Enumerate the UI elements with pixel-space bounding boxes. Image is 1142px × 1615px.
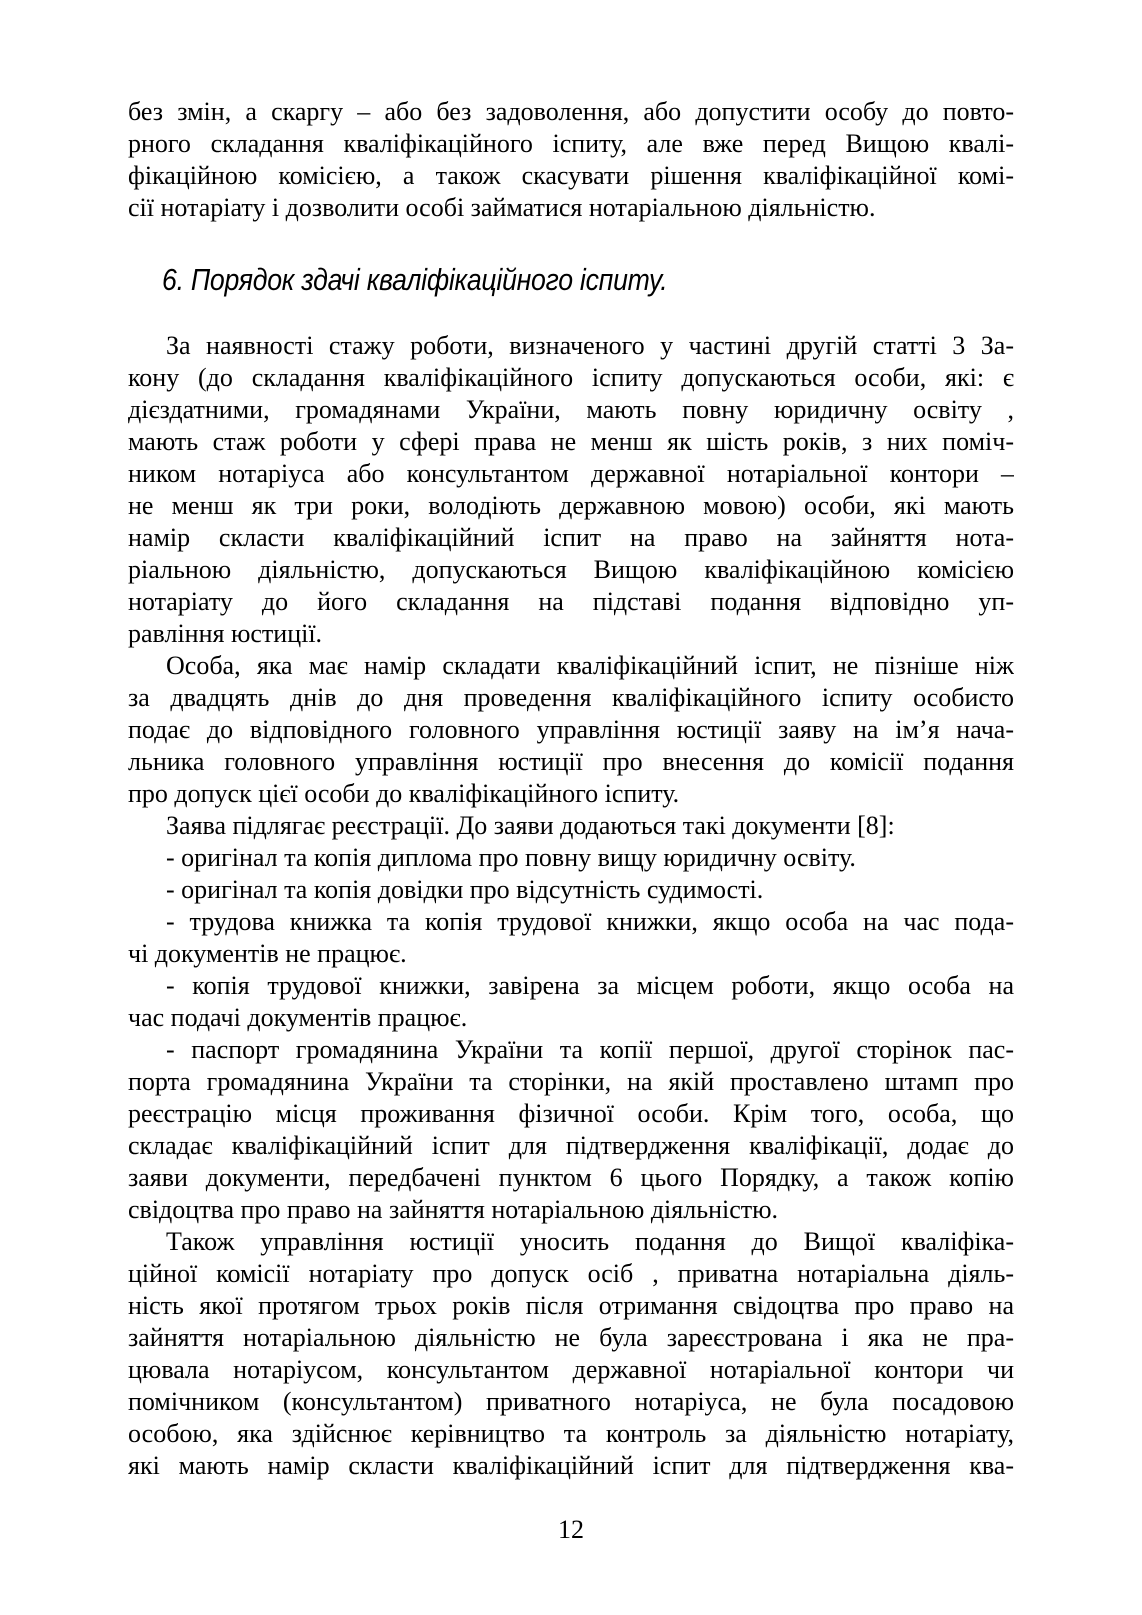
text-line: заяви документи, передбачені пунктом 6 цього Порядку, а також копію — [128, 1163, 1014, 1192]
paragraph — [128, 1226, 1014, 1482]
text-line: свідоцтва про право на зайняття нотаріальною діяльністю. — [128, 1195, 779, 1224]
paragraph — [128, 96, 1014, 224]
paragraph — [128, 842, 1014, 874]
text-line: зайняття нотаріальною діяльністю не була зареєстрована і яка не пра- — [128, 1323, 1014, 1352]
text-line: - паспорт громадянина України та копії першої, другої сторінок пас- — [166, 1035, 1014, 1064]
text-line: особою, яка здійснює керівництво та контроль за діяльністю нотаріату, — [128, 1419, 1014, 1448]
text-line: час подачі документів працює. — [128, 1003, 468, 1032]
section-heading-text: 6. Порядок здачі кваліфікаційного іспиту. — [162, 262, 668, 297]
text-line: Заява підлягає реєстрації. До заяви додаються такі документи [8]: — [166, 811, 895, 840]
text-line: Особа, яка має намір складати кваліфікаційний іспит, не пізніше ніж — [166, 651, 1014, 680]
page-number: 12 — [558, 1515, 584, 1544]
text-line: рного складання кваліфікаційного іспиту, але вже перед Вищою квалі- — [128, 129, 1014, 158]
text-line: сії нотаріату і дозволити особі займатися нотаріальною діяльністю. — [128, 193, 876, 222]
text-line: про допуск цієї особи до кваліфікаційного іспиту. — [128, 779, 680, 808]
text-line: реєстрацію місця проживання фізичної особи. Крім того, особа, що — [128, 1099, 1014, 1128]
text-line: - копія трудової книжки, завірена за місцем роботи, якщо особа на — [166, 971, 1014, 1000]
text-line: - оригінал та копія диплома про повну вищу юридичну освіту. — [166, 843, 856, 872]
text-line: намір скласти кваліфікаційний іспит на право на зайняття нота- — [128, 523, 1014, 552]
text-line: чі документів не працює. — [128, 939, 407, 968]
text-line: фікаційною комісією, а також скасувати рішення кваліфікаційної комі- — [128, 161, 1014, 190]
text-line: мають стаж роботи у сфері права не менш як шість років, з них поміч- — [128, 427, 1014, 456]
paragraph — [128, 650, 1014, 810]
paragraph — [128, 970, 1014, 1034]
text-line: - трудова книжка та копія трудової книжки, якщо особа на час пода- — [166, 907, 1014, 936]
text-line: льника головного управління юстиції про внесення до комісії подання — [128, 747, 1014, 776]
text-line: Також управління юстиції уносить подання до Вищої кваліфіка- — [166, 1227, 1014, 1256]
paragraph — [128, 874, 1014, 906]
intro-paragraph — [128, 96, 1014, 224]
text-line: кону (до складання кваліфікаційного іспиту допускаються особи, які: є — [128, 363, 1014, 392]
text-line: помічником (консультантом) приватного нотаріуса, не була посадовою — [128, 1387, 1014, 1416]
section-heading — [162, 262, 1014, 298]
text-line: За наявності стажу роботи, визначеного у частині другій статті 3 За- — [166, 331, 1014, 360]
text-line: дієздатними, громадянами України, мають повну юридичну освіту , — [128, 395, 1014, 424]
text-line: подає до відповідного головного управління юстиції заяву на ім’я нача- — [128, 715, 1014, 744]
page-body — [128, 96, 1014, 1482]
text-line: не менш як три роки, володіють державною мовою) особи, які мають — [128, 491, 1014, 520]
text-line: ріальною діяльністю, допускаються Вищою кваліфікаційною комісією — [128, 555, 1014, 584]
text-line: порта громадянина України та сторінки, на якій проставлено штамп про — [128, 1067, 1014, 1096]
paragraph — [128, 810, 1014, 842]
text-line: - оригінал та копія довідки про відсутність судимості. — [166, 875, 764, 904]
section-body — [128, 330, 1014, 1482]
text-line: ником нотаріуса або консультантом державної нотаріальної контори – — [128, 459, 1014, 488]
text-line: равління юстиції. — [128, 619, 323, 648]
text-line: які мають намір скласти кваліфікаційний іспит для підтвердження ква- — [128, 1451, 1014, 1480]
text-line: ність якої протягом трьох років після отримання свідоцтва про право на — [128, 1291, 1014, 1320]
text-line: ційної комісії нотаріату про допуск осіб , приватна нотаріальна діяль- — [128, 1259, 1014, 1288]
paragraph — [128, 330, 1014, 650]
paragraph — [128, 1034, 1014, 1226]
text-line: цювала нотаріусом, консультантом державної нотаріальної контори чи — [128, 1355, 1014, 1384]
text-line: нотаріату до його складання на підставі подання відповідно уп- — [128, 587, 1014, 616]
text-line: без змін, а скаргу – або без задоволення, або допустити особу до повто- — [128, 97, 1014, 126]
text-line: складає кваліфікаційний іспит для підтвердження кваліфікації, додає до — [128, 1131, 1014, 1160]
paragraph — [128, 906, 1014, 970]
text-line: за двадцять днів до дня проведення кваліфікаційного іспиту особисто — [128, 683, 1014, 712]
